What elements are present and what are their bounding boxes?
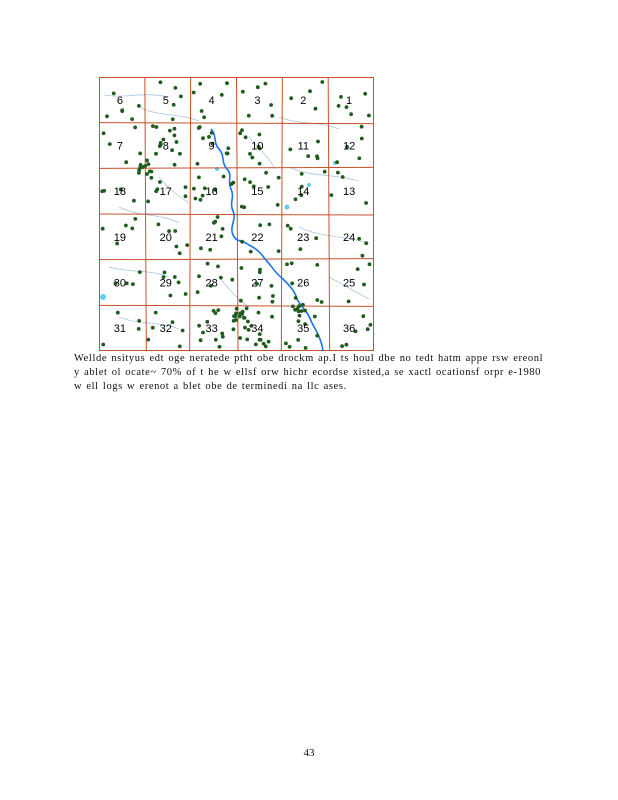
- well-point: [201, 331, 205, 335]
- well-point: [150, 170, 154, 174]
- well-point: [210, 131, 214, 135]
- well-point: [146, 338, 150, 342]
- well-point: [243, 326, 247, 330]
- well-point: [197, 176, 201, 180]
- section-number: 21: [205, 231, 218, 244]
- section-number: 32: [159, 323, 172, 336]
- well-point: [225, 81, 229, 85]
- well-density-map: [99, 77, 374, 351]
- well-point: [238, 315, 242, 319]
- well-point: [367, 114, 371, 118]
- well-point: [102, 131, 106, 135]
- well-point: [196, 290, 200, 294]
- section-number: 23: [297, 231, 310, 244]
- well-point: [178, 345, 182, 349]
- well-point: [254, 343, 258, 347]
- well-point: [170, 148, 174, 152]
- well-point: [198, 125, 202, 129]
- well-point: [184, 194, 188, 198]
- well-point: [178, 152, 182, 156]
- well-point: [286, 224, 290, 228]
- well-point: [270, 284, 274, 288]
- well-point: [184, 185, 188, 189]
- well-point: [270, 114, 274, 118]
- well-point: [258, 133, 262, 137]
- well-point: [296, 338, 300, 342]
- well-point: [199, 198, 203, 202]
- well-point: [151, 124, 155, 128]
- section-number: 15: [251, 186, 264, 199]
- well-point: [249, 250, 253, 254]
- well-point: [207, 135, 211, 139]
- well-point: [197, 274, 201, 278]
- well-point: [112, 92, 116, 96]
- well-point: [158, 180, 162, 184]
- well-point: [288, 345, 292, 349]
- well-point: [146, 200, 150, 204]
- well-point: [101, 227, 105, 231]
- page-number: 43: [303, 747, 315, 759]
- well-point: [198, 82, 202, 86]
- well-point: [230, 278, 234, 282]
- well-point: [298, 314, 302, 318]
- well-point: [291, 305, 295, 309]
- well-point: [363, 92, 367, 96]
- well-point: [124, 224, 128, 228]
- section-number: 10: [251, 140, 264, 153]
- well-point: [290, 261, 294, 265]
- well-point: [294, 296, 298, 300]
- well-point: [323, 170, 327, 174]
- well-point: [179, 95, 183, 99]
- well-point: [202, 115, 206, 119]
- water-body: [100, 294, 106, 300]
- well-point: [171, 117, 175, 121]
- well-point: [357, 237, 361, 241]
- well-point: [330, 193, 334, 197]
- well-point: [174, 86, 178, 90]
- well-point: [159, 80, 163, 84]
- well-point: [240, 240, 244, 244]
- section-number: 24: [342, 231, 356, 244]
- section-number: 12: [342, 140, 356, 153]
- well-point: [320, 300, 324, 304]
- well-point: [315, 263, 319, 267]
- well-point: [247, 328, 251, 332]
- well-point: [173, 275, 177, 279]
- well-point: [264, 82, 268, 86]
- well-point: [270, 315, 274, 319]
- well-point: [173, 134, 177, 138]
- well-point: [315, 154, 319, 158]
- well-point: [216, 215, 220, 219]
- well-point: [216, 265, 220, 269]
- well-point: [168, 129, 172, 133]
- well-point: [173, 229, 177, 233]
- well-point: [304, 346, 308, 350]
- well-point: [340, 344, 344, 348]
- well-point: [192, 187, 196, 191]
- well-point: [360, 137, 364, 141]
- well-point: [290, 282, 294, 286]
- well-point: [366, 327, 370, 331]
- section-number: 29: [159, 277, 172, 290]
- well-point: [289, 96, 293, 100]
- well-point: [248, 152, 252, 156]
- well-point: [181, 329, 185, 333]
- section-number: 3: [254, 94, 261, 107]
- well-point: [257, 311, 261, 315]
- well-point: [200, 109, 204, 113]
- well-point: [201, 194, 205, 198]
- well-point: [101, 343, 105, 347]
- section-number: 27: [251, 277, 264, 290]
- well-point: [240, 128, 244, 132]
- well-point: [276, 203, 280, 207]
- section-number: 35: [297, 323, 310, 336]
- section-number: 18: [113, 186, 127, 199]
- section-number: 1: [346, 94, 353, 107]
- well-point: [296, 307, 300, 311]
- section-number: 9: [208, 140, 215, 153]
- well-point: [335, 160, 339, 164]
- well-point: [137, 319, 141, 323]
- well-point: [206, 262, 210, 266]
- well-point: [138, 270, 142, 274]
- well-point: [199, 338, 203, 342]
- well-point: [336, 171, 340, 175]
- well-point: [361, 314, 365, 318]
- well-point: [216, 308, 220, 312]
- section-number: 6: [116, 94, 123, 107]
- well-point: [284, 342, 288, 346]
- well-point: [308, 89, 312, 93]
- well-point: [264, 345, 268, 349]
- well-point: [145, 172, 149, 176]
- well-point: [257, 296, 261, 300]
- well-point: [194, 197, 198, 201]
- well-point: [266, 185, 270, 189]
- well-point: [120, 108, 124, 112]
- well-point: [163, 271, 167, 275]
- well-point: [169, 294, 173, 298]
- well-point: [154, 152, 158, 156]
- well-point: [361, 254, 365, 258]
- well-point: [108, 142, 112, 146]
- well-point: [362, 283, 366, 287]
- section-number: 2: [300, 94, 307, 107]
- well-point: [196, 162, 200, 166]
- section-number: 17: [159, 186, 172, 199]
- well-point: [264, 171, 268, 175]
- well-point: [242, 316, 246, 320]
- well-point: [316, 140, 320, 144]
- well-point: [218, 345, 222, 349]
- section-number: 30: [113, 277, 127, 290]
- well-point: [368, 262, 372, 266]
- section-number: 16: [205, 186, 218, 199]
- well-point: [277, 249, 281, 253]
- well-point: [100, 189, 104, 193]
- well-point: [185, 243, 189, 247]
- well-point: [199, 246, 203, 250]
- well-point: [356, 267, 360, 271]
- section-number: 25: [342, 277, 356, 290]
- well-point: [184, 292, 188, 296]
- well-point: [173, 127, 177, 131]
- well-point: [172, 103, 176, 107]
- section-number: 20: [159, 231, 172, 244]
- well-point: [320, 80, 324, 84]
- well-point: [240, 266, 244, 270]
- well-point: [175, 140, 179, 144]
- well-point: [238, 336, 242, 340]
- well-point: [267, 340, 271, 344]
- well-point: [137, 104, 141, 108]
- well-point: [124, 160, 128, 164]
- well-point: [220, 93, 224, 97]
- well-point: [245, 307, 249, 311]
- well-point: [300, 172, 304, 176]
- well-point: [347, 300, 351, 304]
- well-point: [230, 182, 234, 186]
- well-point: [226, 146, 230, 150]
- well-point: [222, 175, 226, 179]
- well-point: [116, 311, 120, 315]
- well-point: [214, 338, 218, 342]
- well-point: [314, 236, 318, 240]
- well-point: [154, 189, 158, 193]
- section-number: 19: [113, 231, 127, 244]
- well-point: [357, 156, 361, 160]
- section-number: 34: [251, 323, 264, 336]
- section-number: 11: [297, 140, 310, 153]
- section-number: 31: [113, 323, 127, 336]
- well-point: [301, 303, 305, 307]
- well-point: [201, 136, 205, 140]
- well-point: [132, 199, 136, 203]
- well-point: [314, 107, 318, 111]
- well-point: [250, 156, 254, 160]
- well-point: [339, 95, 343, 99]
- well-point: [192, 91, 196, 95]
- well-point: [288, 148, 292, 152]
- section-number: 28: [205, 277, 218, 290]
- well-point: [244, 135, 248, 139]
- section-number: 33: [205, 323, 218, 336]
- well-point: [232, 314, 236, 318]
- well-point: [133, 126, 137, 130]
- well-point: [341, 175, 345, 179]
- well-point: [208, 248, 212, 252]
- well-point: [232, 327, 236, 331]
- well-point: [364, 201, 368, 205]
- well-point: [259, 338, 263, 342]
- well-point: [337, 104, 341, 108]
- well-point: [315, 298, 319, 302]
- section-number: 36: [342, 323, 356, 336]
- well-point: [212, 309, 216, 313]
- well-point: [256, 85, 260, 89]
- well-point: [157, 223, 161, 227]
- well-point: [219, 276, 223, 280]
- well-point: [243, 177, 247, 181]
- well-point: [271, 294, 275, 298]
- well-point: [258, 223, 262, 227]
- well-point: [143, 164, 147, 168]
- well-point: [258, 162, 262, 166]
- well-point: [131, 282, 135, 286]
- well-point: [349, 112, 353, 116]
- well-point: [197, 324, 201, 328]
- well-point: [137, 168, 141, 172]
- well-point: [258, 270, 262, 274]
- well-point: [306, 154, 310, 158]
- well-point: [212, 221, 216, 225]
- well-point: [147, 162, 151, 166]
- well-point: [133, 217, 137, 221]
- well-point: [130, 117, 134, 121]
- well-point: [247, 114, 251, 118]
- water-body: [285, 205, 290, 210]
- well-point: [246, 320, 250, 324]
- well-point: [240, 205, 244, 209]
- well-point: [235, 307, 239, 311]
- figure-caption: Wellde nsityus edt oge neratede ptht obe drockm ap.I ts houl dbe no tedt hatm appe rsw ereonl y ablet ol ocate~ 70% of t he w ellsf orw hichr ecordse xisted,a se xactl ocationsf orpr e-1980 w ell logs w erenot a blet obe de terminedi na llc ases.: [74, 353, 544, 392]
- well-point: [137, 327, 141, 331]
- well-point: [277, 176, 281, 180]
- well-point: [177, 281, 181, 285]
- well-point: [360, 125, 364, 129]
- section-number: 5: [162, 94, 169, 107]
- well-point: [239, 299, 243, 303]
- well-point: [313, 315, 317, 319]
- well-point: [345, 343, 349, 347]
- well-point: [150, 176, 154, 180]
- section-number: 22: [251, 231, 264, 244]
- well-point: [154, 311, 158, 315]
- well-point: [299, 247, 303, 251]
- well-point: [221, 335, 225, 339]
- well-point: [241, 90, 245, 94]
- well-point: [173, 163, 177, 167]
- well-point: [268, 223, 272, 227]
- well-point: [105, 114, 109, 118]
- well-point: [175, 245, 179, 249]
- section-number: 26: [297, 277, 310, 290]
- well-point: [130, 227, 134, 231]
- well-point: [151, 326, 155, 330]
- well-point: [369, 323, 373, 327]
- well-point: [364, 241, 368, 245]
- well-point: [220, 332, 224, 336]
- well-point: [158, 144, 162, 148]
- well-point: [289, 227, 293, 231]
- well-point: [145, 159, 149, 163]
- well-point: [245, 338, 249, 342]
- section-number: 8: [162, 140, 169, 153]
- well-point: [234, 318, 238, 322]
- well-point: [271, 300, 275, 304]
- section-number: 13: [342, 186, 356, 199]
- well-point: [139, 163, 143, 167]
- well-point: [315, 334, 319, 338]
- map-figure: [99, 77, 374, 351]
- section-number: 4: [208, 94, 215, 107]
- well-point: [248, 180, 252, 184]
- well-point: [269, 103, 273, 107]
- well-point: [221, 227, 225, 231]
- well-point: [155, 125, 159, 129]
- well-point: [178, 251, 182, 255]
- section-number: 14: [297, 186, 310, 199]
- well-point: [303, 309, 307, 313]
- well-point: [220, 234, 224, 238]
- well-point: [138, 152, 142, 156]
- section-number: 7: [116, 140, 123, 153]
- well-point: [226, 152, 230, 156]
- well-point: [285, 262, 289, 266]
